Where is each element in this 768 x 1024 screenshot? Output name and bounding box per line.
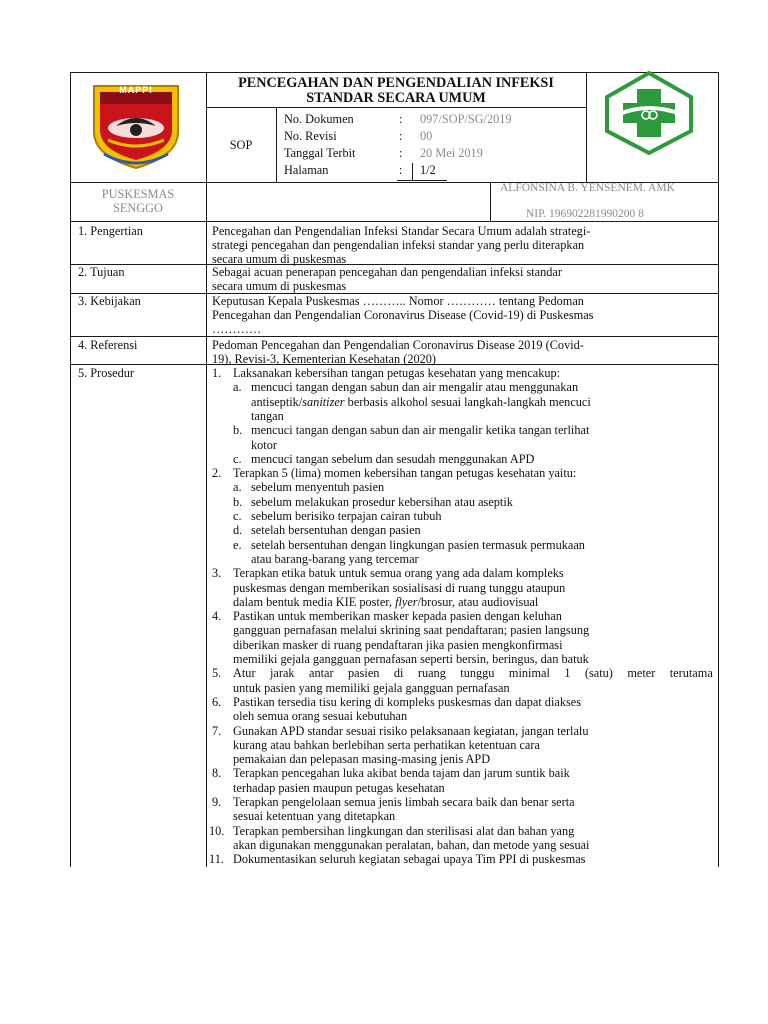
prosedur-item-number: 4. <box>212 609 222 624</box>
mappi-logo-text: MAPPI <box>119 85 153 95</box>
prosedur-item-number: 1. <box>212 366 222 380</box>
pengertian-line: secara umum di puskesmas <box>212 252 347 266</box>
header-subrow-line <box>206 107 586 108</box>
prosedur-item-text: memiliki gejala gangguan pernafasan seperti bersin, beringus, dan batuk <box>233 652 589 666</box>
table-right-border <box>718 72 719 867</box>
meta-label-halaman: Halaman <box>284 163 329 177</box>
referensi-line: 19), Revisi-3, Kementerian Kesehatan (2020) <box>212 352 437 366</box>
prosedur-item-text: Atur jarak antar pasien di ruang tunggu minimal 1 (satu) meter terutama <box>233 666 713 681</box>
prosedur-item-text: akan digunakan menggunakan peralatan, bahan, dan metode yang sesuai <box>233 837 590 852</box>
prosedur-item-text: oleh semua orang sesuai kebutuhan <box>233 709 408 724</box>
meta-colon-4: : <box>399 163 403 177</box>
prosedur-item-number: c. <box>233 451 242 466</box>
pengertian-line: strategi pencegahan dan pengendalian infeksi standar yang perlu diterapkan <box>212 238 585 252</box>
signer-nip: NIP. 196902281990200 8 <box>526 208 644 220</box>
prosedur-item-number: 6. <box>212 694 222 709</box>
prosedur-item-number: 8. <box>212 766 222 781</box>
puskesmas-logo <box>603 71 695 155</box>
prosedur-item-text: mencuci tangan dengan sabun dan air mengalir ketika tangan terlihat <box>251 423 590 438</box>
puskesmas-name-line2: SENGGO <box>113 201 163 215</box>
prosedur-item-text: gangguan pernafasan melalui skrining saat pendaftaran; pasien langsung <box>233 623 590 638</box>
prosedur-item-text: sesuai ketentuan yang ditetapkan <box>233 809 396 824</box>
signer-name: ALFONSINA B. YENSENEM. AMK <box>500 182 675 194</box>
meta-colon-1: : <box>399 112 403 126</box>
prosedur-item-number: e. <box>233 537 242 552</box>
sop-divider <box>276 107 277 183</box>
tujuan-line: Sebagai acuan penerapan pencegahan dan pengendalian infeksi standar <box>212 265 562 279</box>
meta-value-no-dokumen: 097/SOP/SG/2019 <box>420 112 512 126</box>
meta-value-halaman: 1/2 <box>420 163 436 177</box>
meta-label-no-dokumen: No. Dokumen <box>284 112 354 126</box>
prosedur-item-text: Terapkan 5 (lima) momen kebersihan tangan petugas kesehatan yaitu: <box>233 466 577 481</box>
puskesmas-name-line1: PUSKESMAS <box>101 187 175 201</box>
prosedur-item-text: diberikan masker di ruang pendaftaran jika pasien mengkonfirmasi <box>233 637 563 652</box>
prosedur-item-text: untuk pasien yang memiliki gejala gangguan pernafasan <box>233 680 510 695</box>
prosedur-item-text: tangan <box>251 408 284 423</box>
halaman-underline <box>397 180 447 181</box>
referensi-line: Pedoman Pencegahan dan Pengendalian Coronavirus Disease 2019 (Covid- <box>212 338 584 352</box>
prosedur-item-text: kurang atau bahkan berlebihan serta perhatikan ketentuan cara <box>233 737 540 752</box>
prosedur-item-number: a. <box>233 480 242 495</box>
prosedur-item-number: 2. <box>212 466 222 481</box>
prosedur-item-text: Pastikan tersedia tisu kering di kompleks puskesmas dan dapat diakses <box>233 694 582 709</box>
kebijakan-line: Pencegahan dan Pengendalian Coronavirus Disease (Covid-19) di Puskesmas <box>212 308 594 322</box>
prosedur-item-text: Dokumentasikan seluruh kegiatan sebagai upaya Tim PPI di puskesmas <box>233 852 586 867</box>
prosedur-item-number: 10. <box>209 823 225 838</box>
prosedur-item-text: pemakaian dan pelepasan masing-masing jenis APD <box>233 752 491 767</box>
prosedur-item-number: 3. <box>212 566 222 581</box>
prosedur-item-number: 9. <box>212 795 222 809</box>
meta-colon-2: : <box>399 129 403 143</box>
prosedur-item-text: dalam bentuk media KIE poster, flyer/brosur, atau audiovisual <box>233 594 539 609</box>
meta-value-tanggal-terbit: 20 Mei 2019 <box>420 146 483 160</box>
prosedur-item-text: sebelum melakukan prosedur kebersihan atau aseptik <box>251 494 513 509</box>
prosedur-item-number: a. <box>233 380 242 395</box>
section-label-tujuan: 2. Tujuan <box>78 265 125 279</box>
prosedur-item-text: Pastikan untuk memberikan masker kepada pasien dengan keluhan <box>233 609 562 624</box>
signer-divider <box>490 182 491 222</box>
prosedur-item-number: d. <box>233 523 243 538</box>
meta-colon-3: : <box>399 146 403 160</box>
prosedur-item-number: 5. <box>212 666 222 681</box>
prosedur-item-text: setelah bersentuhan dengan lingkungan pasien termasuk permukaan <box>251 537 585 552</box>
prosedur-item-text: terhadap pasien maupun petugas kesehatan <box>233 780 445 795</box>
prosedur-item-text: Terapkan pencegahan luka akibat benda tajam dan jarum suntik baik <box>233 766 570 781</box>
kebijakan-line: ………… <box>212 322 262 336</box>
prosedur-item-text: sebelum berisiko terpajan cairan tubuh <box>251 509 442 523</box>
kebijakan-line: Keputusan Kepala Puskesmas ……….. Nomor ………… tentang Pedoman <box>212 294 584 308</box>
prosedur-item-text: Laksanakan kebersihan tangan petugas kesehatan yang mencakup: <box>233 366 561 380</box>
prosedur-item-text: mencuci tangan sebelum dan sesudah menggunakan APD <box>251 451 535 466</box>
prosedur-item-number: 7. <box>212 723 222 738</box>
prosedur-item-number: b. <box>233 423 243 438</box>
prosedur-item-text: mencuci tangan dengan sabun dan air mengalir atau menggunakan <box>251 380 579 395</box>
prosedur-item-text: antiseptik/sanitizer berbasis alkohol sesuai langkah-langkah mencuci <box>251 394 591 409</box>
section-label-pengertian: 1. Pengertian <box>78 224 143 238</box>
puskesmas-cross-icon <box>603 71 695 155</box>
signature-row-bottom <box>70 221 718 222</box>
meta-label-tanggal-terbit: Tanggal Terbit <box>284 146 356 160</box>
prosedur-item-number: b. <box>233 494 243 509</box>
prosedur-item-text: atau barang-barang yang tercemar <box>251 551 419 566</box>
meta-label-no-revisi: No. Revisi <box>284 129 337 143</box>
document-title-line2: STANDAR SECARA UMUM <box>306 90 486 106</box>
prosedur-item-text: puskesmas dengan memberikan sosialisasi di ruang tunggu ataupun <box>233 580 566 595</box>
prosedur-item-text: Terapkan etika batuk untuk semua orang yang ada dalam kompleks <box>233 566 564 581</box>
prosedur-item-text: Gunakan APD standar sesuai risiko pelaksanaan kegiatan, jangan terlalu <box>233 723 589 738</box>
prosedur-item-text: Terapkan pembersihan lingkungan dan sterilisasi alat dan bahan yang <box>233 823 575 838</box>
meta-value-no-revisi: 00 <box>420 129 433 143</box>
prosedur-item-number: c. <box>233 509 242 523</box>
halaman-tick <box>412 163 413 181</box>
prosedur-item-text: setelah bersentuhan dengan pasien <box>251 523 421 538</box>
section-label-prosedur: 5. Prosedur <box>78 366 135 380</box>
prosedur-item-text: kotor <box>251 437 277 452</box>
prosedur-item-text: sebelum menyentuh pasien <box>251 480 385 495</box>
tujuan-line: secara umum di puskesmas <box>212 279 347 293</box>
section-label-referensi: 4. Referensi <box>78 338 138 352</box>
document-title-line1: PENCEGAHAN DAN PENGENDALIAN INFEKSI <box>238 75 554 91</box>
sop-label: SOP <box>229 138 253 152</box>
section-label-kebijakan: 3. Kebijakan <box>78 294 141 308</box>
label-column-divider <box>206 221 207 867</box>
prosedur-item-number: 11. <box>209 852 224 867</box>
row-line-4 <box>70 336 718 337</box>
mappi-logo <box>86 80 186 170</box>
prosedur-item-text: Terapkan pengelolaan semua jenis limbah secara baik dan benar serta <box>233 795 575 809</box>
pengertian-line: Pencegahan dan Pengendalian Infeksi Standar Secara Umum adalah strategi- <box>212 224 591 238</box>
logo-right-divider <box>586 72 587 183</box>
